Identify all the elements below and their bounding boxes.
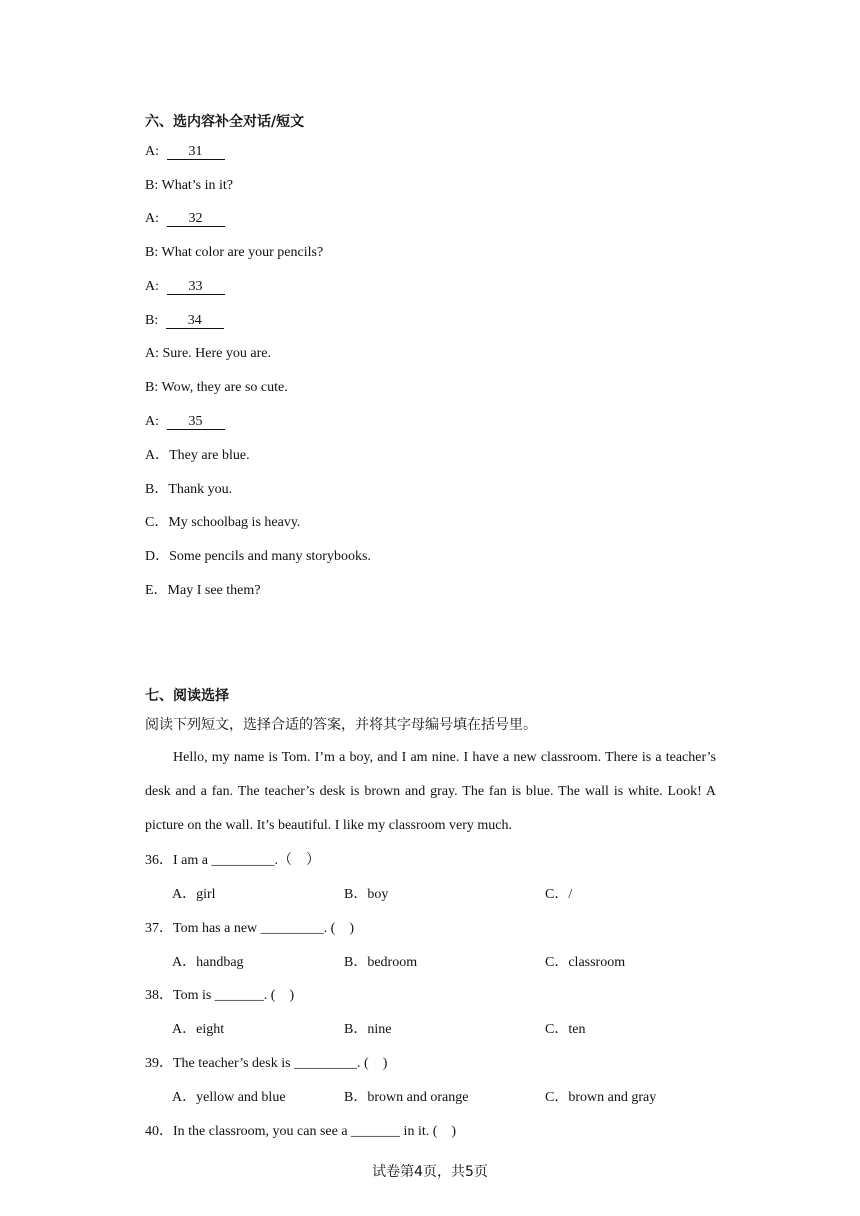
dialogue-line-3: [145, 210, 225, 228]
question-39: 39．The teacher’s desk is _________. ( ): [145, 1056, 388, 1071]
q36-option-a[interactable]: A．girl: [172, 887, 216, 902]
answer-blank[interactable]: 32: [167, 212, 225, 227]
speaker: B:: [145, 313, 159, 328]
reading-passage: [145, 741, 716, 843]
question-37: 37．Tom has a new _________. ( ): [145, 921, 354, 936]
answer-blank[interactable]: 33: [167, 280, 225, 295]
dialogue-line-6: [145, 312, 224, 330]
q38-option-a[interactable]: A．eight: [172, 1022, 225, 1037]
question-38: 38．Tom is _______. ( ): [145, 988, 295, 1003]
q38-option-c[interactable]: C．ten: [545, 1022, 586, 1037]
question-40: 40．In the classroom, you can see a _______ in it. ( ): [145, 1124, 457, 1139]
speaker: A:: [145, 211, 159, 226]
dialogue-line-2: B: What’s in it?: [145, 178, 234, 193]
section6-title: 六、选内容补全对话/短文: [145, 114, 305, 130]
answer-blank[interactable]: 31: [167, 145, 225, 160]
dialogue-line-8: B: Wow, they are so cute.: [145, 380, 288, 395]
dialogue-line-4: B: What color are your pencils?: [145, 245, 324, 260]
q37-option-b[interactable]: B．bedroom: [344, 955, 418, 970]
q39-option-a[interactable]: A．yellow and blue: [172, 1090, 286, 1105]
dialogue-line-9: [145, 413, 225, 431]
q38-option-b[interactable]: B．nine: [344, 1022, 392, 1037]
question-36: 36．I am a _________.（ ）: [145, 853, 320, 868]
q36-option-c[interactable]: C．/: [545, 887, 573, 902]
speaker: A:: [145, 414, 159, 429]
q37-option-c[interactable]: C．classroom: [545, 955, 626, 970]
choice-option-b: B．Thank you.: [145, 482, 233, 497]
dialogue-line-5: [145, 278, 225, 296]
q39-option-b[interactable]: B．brown and orange: [344, 1090, 469, 1105]
dialogue-line-1: [145, 143, 225, 161]
page-footer: 试卷第4页，共5页: [372, 1164, 488, 1180]
choice-option-c: C．My schoolbag is heavy.: [145, 515, 301, 530]
choice-option-e: E．May I see them?: [145, 583, 261, 598]
answer-blank[interactable]: 35: [167, 415, 225, 430]
dialogue-line-7: A: Sure. Here you are.: [145, 346, 271, 361]
choice-option-d: D．Some pencils and many storybooks.: [145, 549, 371, 564]
speaker: A:: [145, 279, 159, 294]
choice-option-a: A．They are blue.: [145, 448, 250, 463]
section7-title: 七、阅读选择: [145, 688, 229, 704]
q37-option-a[interactable]: A．handbag: [172, 955, 244, 970]
speaker: A:: [145, 144, 159, 159]
q36-option-b[interactable]: B．boy: [344, 887, 389, 902]
passage-text: Hello, my name is Tom. I’m a boy, and I am nine. I have a new classroom. There is a teacher’s desk and a fan. The teacher’s desk is brown and gray. The fan is blue. The wall is white. Look! A picture on the wall. It’s beautiful. I like my classroom very much.: [145, 750, 716, 833]
answer-blank[interactable]: 34: [166, 314, 224, 329]
section7-instruction: 阅读下列短文，选择合适的答案，并将其字母编号填在括号里。: [145, 717, 537, 733]
q39-option-c[interactable]: C．brown and gray: [545, 1090, 657, 1105]
